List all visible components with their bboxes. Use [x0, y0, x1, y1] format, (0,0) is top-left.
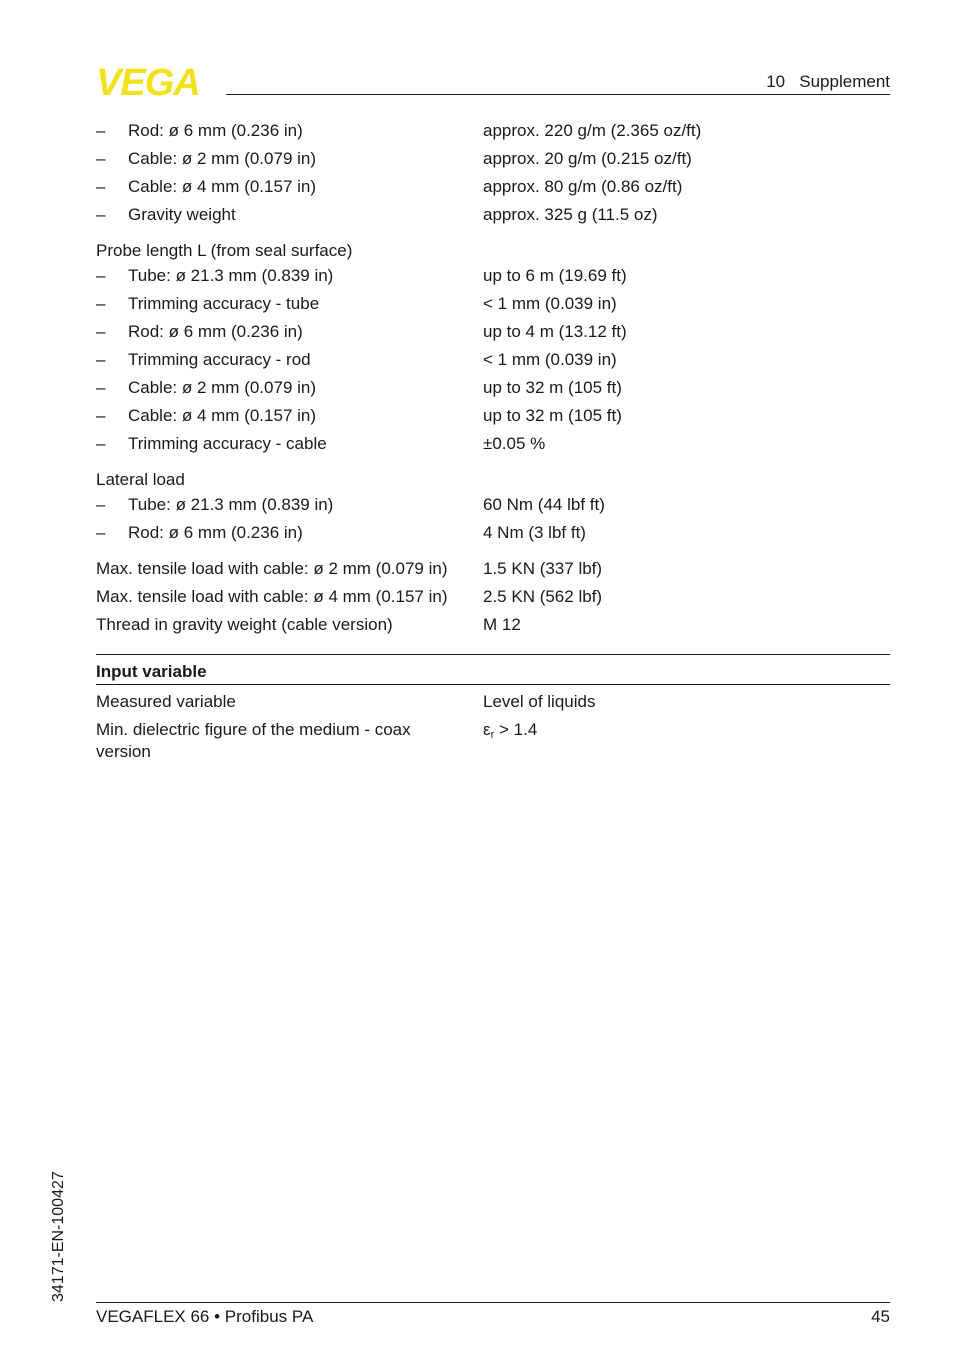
- dash: –: [96, 149, 106, 168]
- dash: –: [96, 266, 106, 285]
- dash: –: [96, 378, 106, 397]
- header-rule: [226, 94, 890, 95]
- document-id: 34171-EN-100427: [50, 1171, 67, 1302]
- spec-row: – Rod: ø 6 mm (0.236 in) approx. 220 g/m (2.365 oz/ft): [96, 121, 702, 140]
- spec-row: – Rod: ø 6 mm (0.236 in) up to 4 m (13.12 ft): [96, 322, 627, 341]
- spec-row: – Tube: ø 21.3 mm (0.839 in) 60 Nm (44 lbf ft): [96, 495, 605, 514]
- spec-row: – Cable: ø 2 mm (0.079 in) approx. 20 g/m (0.215 oz/ft): [96, 149, 692, 168]
- group-title: Lateral load: [96, 470, 185, 489]
- spec-row: Max. tensile load with cable: ø 2 mm (0.079 in) 1.5 KN (337 lbf): [96, 559, 603, 578]
- footer-rule: [96, 1302, 890, 1303]
- spec-row: – Rod: ø 6 mm (0.236 in) 4 Nm (3 lbf ft): [96, 523, 586, 542]
- dash: –: [96, 322, 106, 341]
- dash: –: [96, 406, 106, 425]
- spec-row: – Cable: ø 2 mm (0.079 in) up to 32 m (105 ft): [96, 378, 622, 397]
- dash: –: [96, 523, 106, 542]
- spec-row: Min. dielectric figure of the medium - coax version $\varepsilon_r > 1.4$: [96, 720, 538, 761]
- spec-row: – Gravity weight approx. 325 g (11.5 oz): [96, 205, 658, 224]
- dash: –: [96, 121, 106, 140]
- dash: –: [96, 434, 106, 453]
- page-number: 45: [871, 1307, 890, 1326]
- spec-row: Max. tensile load with cable: ø 4 mm (0.157 in) 2.5 KN (562 lbf): [96, 587, 603, 606]
- spec-row: – Trimming accuracy - tube < 1 mm (0.039 in): [96, 294, 617, 313]
- spec-row: – Tube: ø 21.3 mm (0.839 in) up to 6 m (19.69 ft): [96, 266, 627, 285]
- spec-row: – Cable: ø 4 mm (0.157 in) approx. 80 g/m (0.86 oz/ft): [96, 177, 683, 196]
- spec-content: [96, 120, 890, 763]
- section-heading: Input variable: [96, 654, 890, 685]
- dash: –: [96, 205, 106, 224]
- footer-product: VEGAFLEX 66 • Profibus PA: [96, 1307, 314, 1326]
- dielectric-value: $\varepsilon_r > 1.4$: [483, 720, 538, 741]
- group-title: Probe length L (from seal surface): [96, 241, 353, 260]
- vega-logo: [96, 64, 220, 98]
- dash: –: [96, 495, 106, 514]
- spec-row: – Trimming accuracy - rod < 1 mm (0.039 in): [96, 350, 617, 369]
- dash: –: [96, 350, 106, 369]
- section-label: 10 Supplement: [766, 72, 890, 91]
- spec-row: – Trimming accuracy - cable ±0.05 %: [96, 434, 546, 453]
- svg-text:VEGA: VEGA: [96, 64, 200, 98]
- spec-row: – Cable: ø 4 mm (0.157 in) up to 32 m (105 ft): [96, 406, 622, 425]
- spec-row: Thread in gravity weight (cable version) M 12: [96, 615, 521, 634]
- spec-row: Measured variable Level of liquids: [96, 692, 596, 711]
- dash: –: [96, 177, 106, 196]
- dash: –: [96, 294, 106, 313]
